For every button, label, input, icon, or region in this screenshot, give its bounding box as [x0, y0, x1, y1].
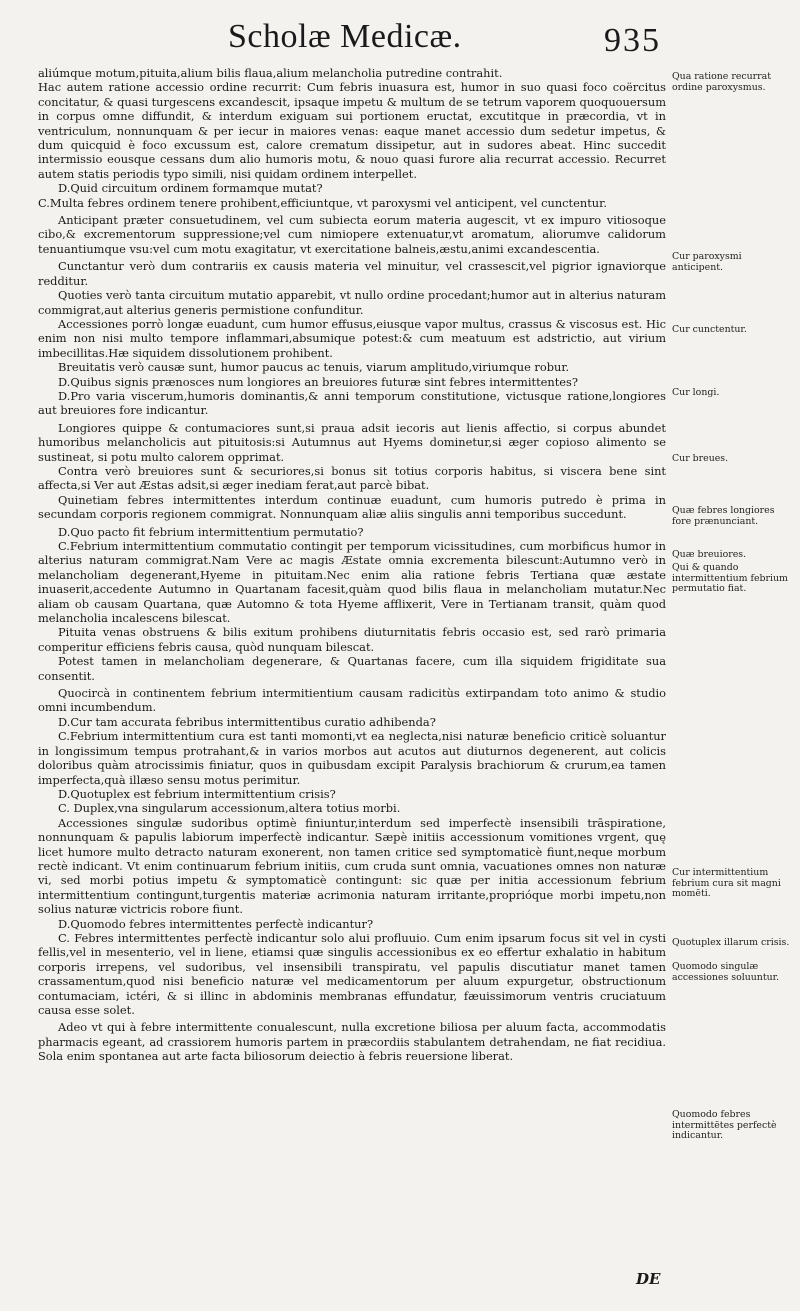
margin-note: Qui & quando intermittentium febrium permutatio fiat.: [672, 562, 788, 595]
paragraph: Adeo vt qui à febre intermittente conualescunt, nulla excretione biliosa per aluum facta, accommodatis pharmacis egeant, ad crassiorem humoris partem in præcordiis stabulantem detrahendam, ne fiat recidiua. Sola enim spontanea aut arte facta biliosorum deiectio à febris reuersione liberat.: [38, 1020, 666, 1064]
paragraph: Longiores quippe & contumaciores sunt,si praua adsit iecoris aut lienis affectio, si corpus abundet humoribus melancholicis aut pituitosis:si Autumnus aut Hyems dominetur,si æger copioso alimento se sustineat, si potu multo calorem opprimat.: [38, 420, 666, 464]
paragraph: Cunctantur verò dum contrariis ex causis materia vel minuitur, vel crassescit,vel pigrior ignaviorque redditur.: [38, 259, 666, 288]
answer: D.Pro varia viscerum,humoris dominantis,& anni temporum constitutione, victusque ratione,longiores aut breuiores fore indicantur.: [38, 388, 666, 418]
margin-note: Quomodo singulæ accessiones soluuntur.: [672, 961, 780, 983]
paragraph: Accessiones singulæ sudoribus optimè finiuntur,interdum sed imperfectè insensibili trāspiratione, nonnunquam & papulis labiorum imperfectè indicantur. Sæpè initiis accessionum vomitiones vrgent, quę licet humore multo detracto naturam exonerent, non tamen critice sed symptomaticè fiunt,neque morbum rectè indicant. Vt enim continuarum febrium initiis, cum cruda sunt omnia, vacuationes omnes non naturæ vi, sed morbi potius impetu & symptomaticè contingunt: sic quæ per initia accessionum febrium intermittentium contingunt,turgentis materiæ acrimonia naturam irritante,proprióque morbi impetu,non solius naturæ victricis robore fiunt.: [38, 815, 666, 917]
answer: C. Febres intermittentes perfectè indicantur solo alui profluuio. Cum enim ipsarum focus sit vel in cysti fellis,vel in mesenterio, vel in liene, etiamsi quæ singulis accessionibus ex eo effertur exhalatio in habitum corporis irrepens, vel sudoribus, vel insensibili transpiratu, vel papulis discutiatur manet tamen crassamentum,quod nisi beneficio naturæ vel medicamentorum per aluum expurgetur, obstructionum contumaciam, ictéri, & si illinc in abdominis membranas effundatur, fæuissimorum ventris cruciatuum causa esse solet.: [38, 930, 666, 1017]
page-header: [0, 12, 800, 64]
margin-note: Cur paroxysmi anticipent.: [672, 251, 742, 273]
answer: C.Febrium intermittentium cura est tanti momonti,vt ea neglecta,nisi naturæ beneficio criticè soluantur in longissimum tempus protrahant,& in varios morbos aut acutos aut diuturnos degenerent, aut colicis doloribus quàm atrocissimis finiatur, quos in quibusdam excipit Paralysis brachiorum & crurum,ea tamen imperfecta,quà illæso sensu motus perimitur.: [38, 729, 666, 787]
answer: C.Multa febres ordinem tenere prohibent,efficiuntque, vt paroxysmi vel anticipent, vel cunctentur.: [38, 195, 607, 210]
question: D.Quomodo febres intermittentes perfectè indicantur?: [58, 916, 374, 931]
margin-note: Cur cunctentur.: [672, 324, 747, 335]
paragraph: aliúmque motum,pituita,alium bilis flaua,alium melancholia putredine contrahit.: [38, 66, 503, 80]
margin-note: Quotuplex illarum crisis.: [672, 937, 790, 948]
catchword: DE: [636, 1270, 661, 1288]
margin-note: Quæ breuiores.: [672, 549, 747, 560]
answer: C.Febrium intermittentium commutatio contingit per temporum vicissitudines, cum morbificus humor in alterius naturam commigrat.Nam Vere ac magis Æstate omnia excrementa bilescunt:Autumno verò in melancholiam degenerant,Hyeme in pituitam.Nec enim alia ratione febris Tertiana quæ æstate inuaserit,accedente Autumno in Quartanam facesit,quàm quod bilis flaua in melancholiam mutatur.Nec aliam ob causam Quartana, quæ Automno & tota Hyeme afflixerit, Vere in Tertianam transit, quàm quod melancholia incalescens bilescat.: [38, 539, 666, 626]
margin-note: Qua ratione recurrat ordine paroxysmus.: [672, 71, 771, 93]
question: D.Quid circuitum ordinem formamque mutat?: [58, 181, 323, 196]
question: D.Quibus signis prænosces num longiores an breuiores futuræ sint febres intermittentes?: [58, 374, 578, 389]
paragraph: Anticipant præter consuetudinem, vel cum subiecta eorum materia augescit, vt ex impuro vitiosoque cibo,& excrementorum suppressione;vel cum nimiopere extenuatur,vt aromatum, aliorumve calidorum tenuantiumque vsu:vel cum motu exagitatur, vt exercitatione balneis,æstu,animi excandescentia.: [38, 213, 666, 256]
margin-note: Cur intermittentium febrium cura sit magni momēti.: [672, 867, 781, 900]
paragraph: Accessiones porrò longæ euadunt, cum humor effusus,eiusque vapor multus, crassus & viscosus est. Hic enim non nisi multo tempore inflammari,absumique potest:& cum meatuum est adstrictio, aut virium imbecillitas.Hæ siquidem dissolutionem prohibent.: [38, 316, 666, 360]
paragraph: Hac autem ratione accessio ordine recurrit: Cum febris inuasura est, humor in suo quasi foco coërcitus concitatur, & quasi turgescens excandescit, ipsaque impetu & multum de se tetrum vaporem quoquouersum in corpus omne diffundit, & interdum exiguam sui portionem eructat, excutitque in præcordia, vt in ventriculum, nonnunquam & per iecur in maiores venas: eaque manet accessio dum sedetur impetus, & dum quicquid è foco excussum est, calore crematum dissipetur, aut in sudores abeat. Hinc succedit intermissio eousque cessans dum alio humoris motu, & nouo quasi furore alia recurrat accessio. Recurret autem statis periodis typo simili, nisi quidam ordinem interpellet.: [38, 80, 667, 181]
paragraph: Contra verò breuiores sunt & securiores,si bonus sit totius corporis habitus, si viscera bene sint affecta,si Ver aut Æstas adsit,si æger inediam ferat,aut parcè bibat.: [38, 463, 666, 493]
paragraph: Breuitatis verò causæ sunt, humor paucus ac tenuis, viarum amplitudo,viriumque robur.: [58, 360, 570, 375]
question: D.Cur tam accurata febribus intermittentibus curatio adhibenda?: [58, 714, 436, 729]
paragraph: Potest tamen in melancholiam degenerare, & Quartanas facere, cum illa siquidem frigiditate sua consentit.: [38, 654, 666, 683]
question: D.Quotuplex est febrium intermittentium crisis?: [58, 786, 336, 801]
paragraph: Quoties verò tanta circuitum mutatio apparebit, vt nullo ordine procedant;humor aut in alterius naturam commigrat,aut alterius generis permistione confunditur.: [38, 288, 666, 317]
answer: C. Duplex,vna singularum accessionum,altera totius morbi.: [58, 801, 401, 816]
paragraph: Pituita venas obstruens & bilis exitum prohibens diuturnitatis febris occasio est, sed rarò primaria comperitur efficiens febris causa, quòd nunquam bilescat.: [38, 625, 666, 654]
page-number: 935: [604, 22, 661, 59]
margin-note: Cur breues.: [672, 453, 729, 464]
paragraph: Quinetiam febres intermittentes interdum continuæ euadunt, cum humoris putredo è prima in secundam corporis regionem commigrat. Nonnunquam aliæ aliis singulis anni temporibus succedunt.: [38, 492, 666, 522]
question: D.Quo pacto fit febrium intermittentium permutatio?: [58, 524, 364, 539]
running-title: Scholæ Medicæ.: [228, 18, 462, 55]
margin-note: Cur longi.: [672, 387, 720, 398]
paragraph: Quocircà in continentem febrium intermitientium causam radicitùs extirpandam toto animo & studio omni incumbendum.: [38, 686, 666, 715]
margin-note: Quæ febres longiores fore prænunciant.: [672, 505, 775, 527]
main-text: [38, 66, 666, 1064]
margin-note: Quomodo febres intermittētes perfectè indicantur.: [672, 1109, 777, 1142]
